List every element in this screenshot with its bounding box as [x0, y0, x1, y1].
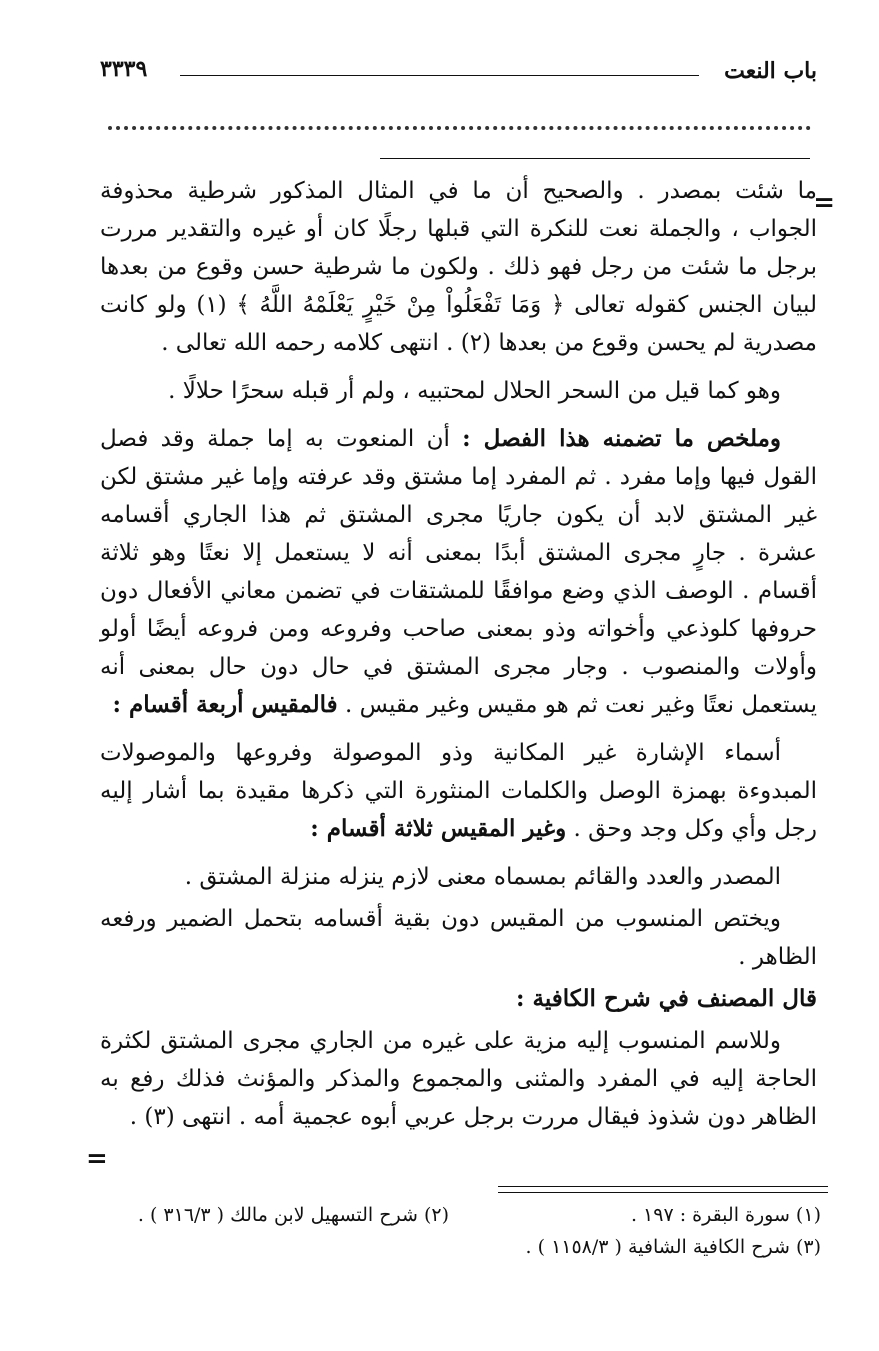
summary-text: أن المنعوت به إما جملة وقد فصل القول فيها وإما مفرد . ثم المفرد إما مشتق وقد عرفته وإما غير مشتق لكن غير المشتق لابد أن يكون جاريًا مجرى المشتق ثم هذا الجاري أقسامه عشرة . جارٍ مجرى المشتق أبدًا بمعنى أنه لا يستعمل إلا نعتًا وهو ثلاثة أقسام . الوصف الذي وضع موافقًا للمشتقات في تضمن معاني الأفعال دون حروفها كلوذعي وأخواته وذو بمعنى صاحب وفروعه ومن فروعه أيضًا أولو وأولات والمنصوب . وجار مجرى المشتق في حال دون حال بمعنى أنه يستعمل نعتًا وغير نعت ثم هو مقيس وغير مقيس . [100, 426, 817, 718]
paragraph-3 [100, 420, 817, 724]
continuation-marker-start: = [813, 188, 835, 218]
footnote-rule-top [498, 1186, 828, 1187]
footnote-3: (٣) شرح الكافية الشافية ( ١١٥٨/٣ ) . [525, 1236, 821, 1258]
header-rule [180, 75, 699, 76]
measured-text: أسماء الإشارة غير المكانية وذو الموصولة وفروعها والموصولات المبدوءة بهمزة الوصل والكلمات المنثورة التي ذكرها مقيدة بما أشار إليه رجل وأي وكل وجد وحق . [100, 740, 817, 842]
main-text [100, 172, 817, 1146]
measured-heading: فالمقيس أربعة أقسام : [112, 691, 338, 718]
running-header [100, 58, 817, 92]
footnote-2: (٢) شرح التسهيل لابن مالك ( ٣١٦/٣ ) . [137, 1204, 449, 1226]
paragraph-7 [100, 980, 817, 1018]
chapter-title: باب النعت [724, 58, 817, 84]
paragraph-5: المصدر والعدد والقائم بمسماه معنى لازم ينزله منزلة المشتق . [184, 864, 781, 890]
paragraph-4 [100, 734, 817, 848]
page-number: ٣٣٣٩ [100, 56, 148, 82]
paragraph-8: وللاسم المنسوب إليه مزية على غيره من الجاري مجرى المشتق لكثرة الحاجة إليه في المفرد والمثنى والمجموع والمذكر والمؤنث فذلك رفع به الظاهر دون شذوذ فيقال مررت برجل عربي أبوه عجمية أمه . انتهى (٣) . [100, 1028, 817, 1130]
author-quote-heading: قال المصنف في شرح الكافية : [516, 985, 817, 1012]
unmeasured-heading: وغير المقيس ثلاثة أقسام : [310, 815, 567, 842]
paragraph-6: ويختص المنسوب من المقيس دون بقية أقسامه بتحمل الضمير ورفعه الظاهر . [100, 906, 817, 970]
section-rule [380, 158, 810, 159]
footnote-1: (١) سورة البقرة : ١٩٧ . [630, 1204, 821, 1226]
dotted-separator [108, 126, 811, 130]
summary-heading: وملخص ما تضمنه هذا الفصل : [462, 425, 781, 452]
continuation-marker-end: = [86, 1144, 108, 1174]
paragraph-2: وهو كما قيل من السحر الحلال لمحتبيه ، ولم أر قبله سحرًا حلالًا . [168, 378, 781, 404]
footnote-rule-bottom [498, 1192, 828, 1193]
paragraph-1: ما شئت بمصدر . والصحيح أن ما في المثال المذكور شرطية محذوفة الجواب ، والجملة نعت للنكرة التي قبلها رجلًا كان أو غيره والتقدير مررت برجل ما شئت من رجل فهو ذلك . ولكون ما شرطية حسن وقوع من بعدها لبيان الجنس كقوله تعالى ﴿ وَمَا تَفْعَلُواْ مِنْ خَيْرٍ يَعْلَمْهُ اللَّهُ ﴾ (١) ولو كانت مصدرية لم يحسن وقوع من بعدها (٢) . انتهى كلامه رحمه الله تعالى . [100, 178, 817, 356]
